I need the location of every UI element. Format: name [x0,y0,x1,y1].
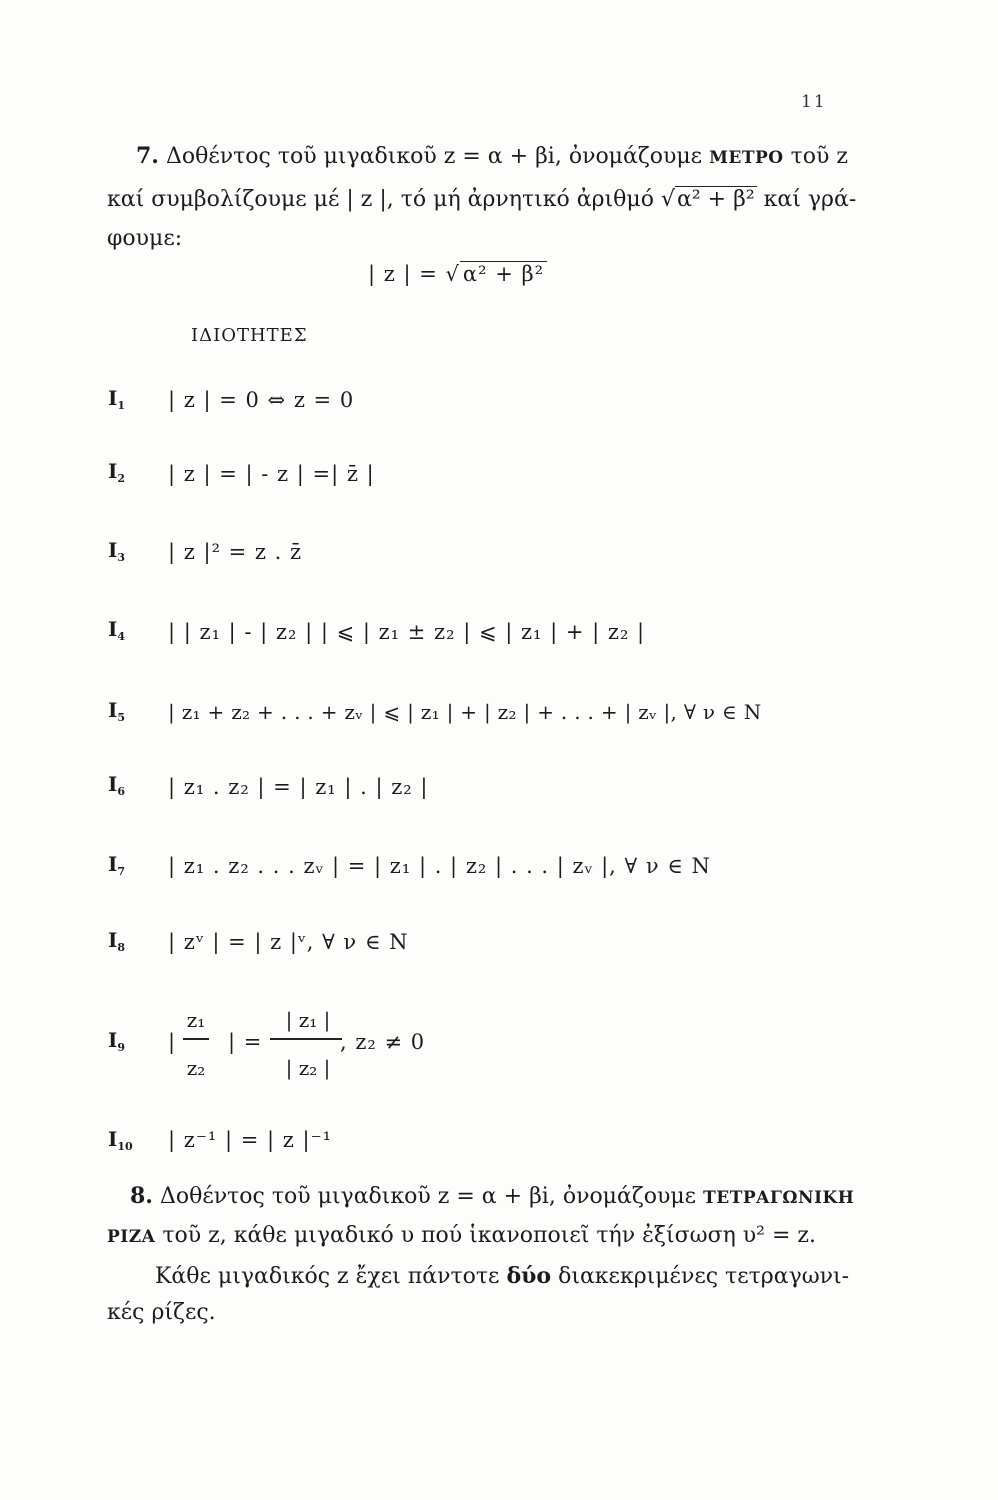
abs-bar-left: | [168,1030,177,1054]
page-number: 11 [801,92,827,112]
formula-lhs: | z | = [368,262,438,286]
text: Δοθέντος τοῦ μιγαδικοῦ z = α + βi, ὀνομάζουμε [159,1184,697,1209]
property-formula: | | z₁ | - | z₂ | | ⩽ | z₁ ± z₂ | ⩽ | z₁ | + | z₂ | [168,620,646,644]
section-8-line-4: κές ρίζες. [107,1300,216,1325]
section-7-line-3: φουμε: [107,226,183,251]
section-8-line-1 [130,1183,854,1211]
fraction-bar [270,1038,342,1040]
property-label: $I_7$ [108,852,126,878]
property-formula: | z⁻¹ | = | z |⁻¹ [168,1128,333,1152]
fraction-bar [183,1038,209,1040]
property-label: $I_6$ [108,772,126,798]
property-label: $I_2$ [108,459,126,485]
text: καί συμβολίζουμε μέ | z |, τό μή ἀρνητικό ἀριθμό [107,187,654,212]
condition: , z₂ ≠ 0 [340,1030,426,1054]
emphasis-dyo: δύο [506,1263,552,1289]
text: τοῦ z, κάθε μιγαδικό υ πού ἱκανοποιεῖ τήν ἐξίσωση υ² = z. [162,1223,816,1248]
text: καί γρά- [763,187,857,212]
section-8-line-2 [107,1223,816,1250]
fraction-numerator: z₁ [186,1008,206,1032]
section-8-line-3 [155,1263,849,1290]
section-7-line-2 [107,187,856,213]
property-formula: | z₁ . z₂ . . . zᵥ | = | z₁ | . | z₂ | . . . | zᵥ |, ∀ ν ∈ N [168,854,711,878]
property-formula: | z₁ + z₂ + . . . + zᵥ | ⩽ | z₁ | + | z₂ | + . . . + | zᵥ |, ∀ ν ∈ N [168,700,762,724]
property-label: $I_1$ [108,386,126,412]
property-formula: | z | = 0 ⇔ z = 0 [168,388,355,412]
fraction-denominator: z₂ [186,1056,206,1080]
term-riza: ΡΙΖΑ [107,1227,156,1247]
properties-heading: ΙΔΙΟΤΗΤΕΣ [191,325,308,346]
property-label: $I_4$ [108,617,126,643]
text: Δοθέντος τοῦ μιγαδικοῦ z = α + βi, ὀνομάζουμε [165,144,703,169]
abs-bar-equals: | = [228,1030,263,1054]
property-formula: | z | = | - z | =| z̄ | [168,462,375,486]
sqrt-radicand: α² + β² [460,261,547,286]
term-metro: ΜΕΤΡΟ [709,148,784,168]
sqrt-sign: √ [660,187,676,212]
sqrt-radicand: α² + β² [677,187,755,212]
sqrt-sign: √ [445,262,460,286]
fraction-denominator: | z₂ | [285,1056,331,1080]
property-formula: | z |² = z . z̄ [168,540,303,564]
term-tetragoniki: ΤΕΤΡΑΓΩΝΙΚΗ [703,1188,855,1208]
section-number: 8. [130,1183,153,1209]
property-label: $I_8$ [108,928,126,954]
property-label: $I_{10}$ [108,1127,133,1153]
property-label: $I_9$ [108,1028,126,1054]
section-number: 7. [136,143,159,169]
property-formula: | zᵛ | = | z |ᵛ, ∀ ν ∈ N [168,930,409,954]
modulus-formula [368,262,547,286]
section-7-line-1 [136,143,848,171]
text: Κάθε μιγαδικός z ἔχει πάντοτε [155,1264,500,1289]
fraction-numerator: | z₁ | [285,1008,331,1032]
text: διακεκριμένες τετραγωνι- [558,1264,850,1289]
property-formula: | z₁ . z₂ | = | z₁ | . | z₂ | [168,775,429,799]
property-label: $I_5$ [108,698,126,724]
text: τοῦ z [790,144,848,169]
property-label: $I_3$ [108,538,126,564]
